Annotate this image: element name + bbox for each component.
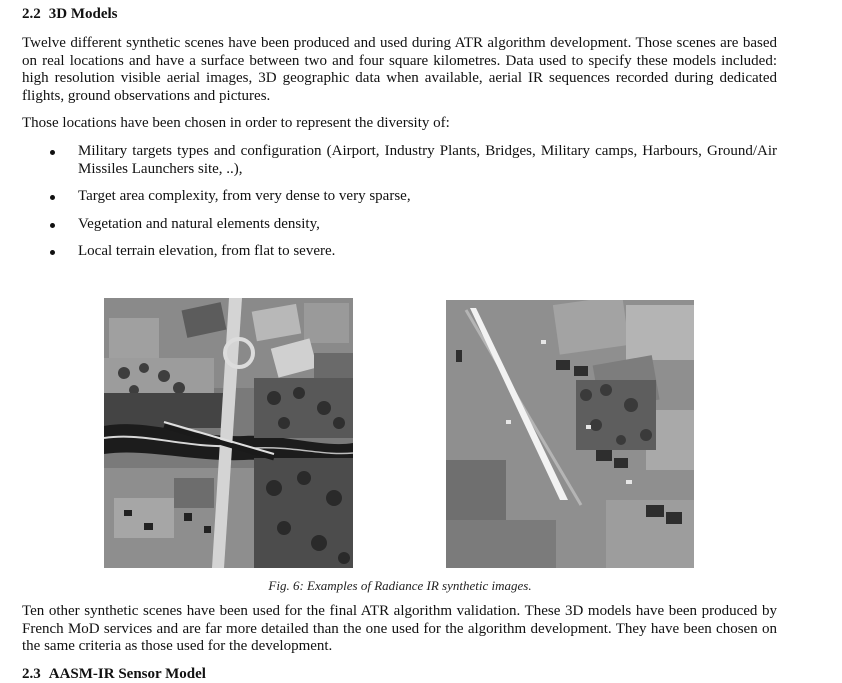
bullet-icon [50,150,55,155]
section-heading [22,6,118,23]
section-number: 2.2 [22,6,41,22]
figure-caption-text: Fig. 6: Examples of Radiance IR synthetic images. [268,578,532,593]
list-item [22,143,777,178]
bullet-icon [50,223,55,228]
list-item [22,243,777,261]
list-item [22,216,777,234]
bullet-icon [50,250,55,255]
next-section-number: 2.3 [22,666,41,682]
list-item-text: Vegetation and natural elements density, [78,215,320,232]
airfield-scene-graphic [446,300,694,568]
validation-paragraph: Ten other synthetic scenes have been used for the final ATR algorithm validation. These 3D models have been produced by French MoD services and are far more detailed than the one used for the algorithm development. They have been chosen on the same criteria as those used for the development. [22,603,777,655]
figure-caption [0,578,842,594]
bridge-scene-graphic [104,298,353,568]
list-item [22,188,777,206]
ir-image-bridge-scene [104,298,353,568]
list-item-text: Local terrain elevation, from flat to severe. [78,243,336,260]
list-item-text: Target area complexity, from very dense to very sparse, [78,188,411,205]
next-section-title: AASM-IR Sensor Model [48,666,206,682]
section-title: 3D Models [48,6,118,22]
lead-paragraph: Those locations have been chosen in order to represent the diversity of: [22,115,450,131]
intro-paragraph: Twelve different synthetic scenes have been produced and used during ATR algorithm development. Those scenes are based on real locations and have a surface between two and four square kilometres. Data used to specify these models included: high resolution visible aerial images, 3D geographic data when available, aerial IR sequences recorded during dedicated flights, ground observations and pictures. [22,35,777,104]
ir-image-airfield-scene [446,300,694,568]
next-section-heading [22,666,206,683]
list-item-text: Military targets types and configuration (Airport, Industry Plants, Bridges, Military camps, Harbours, Ground/Air Missiles Launchers site, ..), [78,143,777,177]
diversity-list [22,143,777,271]
bullet-icon [50,195,55,200]
